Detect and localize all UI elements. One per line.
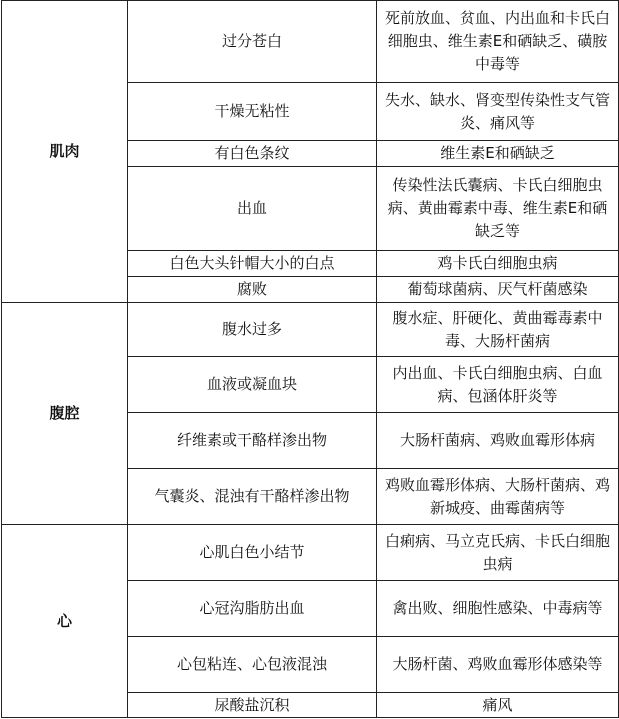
lesion-cell: 腐败 [128,277,377,303]
cause-cell: 痛风 [377,693,619,718]
cause-cell: 禽出败、细胞性感染、中毒病等 [377,581,619,637]
table-row [2,1,619,83]
cause-cell: 维生素E和硒缺乏 [377,141,619,167]
lesion-cell: 心包粘连、心包液混浊 [128,637,377,693]
category-cell-heart: 心 [2,525,128,718]
category-cell-abdomen: 腹腔 [2,303,128,525]
lesion-table-body [2,1,619,718]
lesion-cell: 干燥无粘性 [128,83,377,141]
cause-cell: 失水、缺水、肾变型传染性支气管炎、痛风等 [377,83,619,141]
lesion-table [1,0,619,718]
lesion-cell: 纤维素或干酪样渗出物 [128,413,377,469]
table-row [2,525,619,581]
cause-cell: 白痢病、马立克氏病、卡氏白细胞虫病 [377,525,619,581]
lesion-cell: 尿酸盐沉积 [128,693,377,718]
cause-cell: 内出血、卡氏白细胞虫病、白血病、包涵体肝炎等 [377,357,619,413]
lesion-cell: 出血 [128,167,377,251]
cause-cell: 传染性法氏囊病、卡氏白细胞虫病、黄曲霉素中毒、维生素E和硒缺乏等 [377,167,619,251]
cause-cell: 大肠杆菌、鸡败血霉形体感染等 [377,637,619,693]
lesion-cell: 过分苍白 [128,1,377,83]
lesion-cell: 白色大头针帽大小的白点 [128,251,377,277]
cause-cell: 腹水症、肝硬化、黄曲霉毒素中毒、大肠杆菌病 [377,303,619,357]
lesion-cell: 气囊炎、混浊有干酪样渗出物 [128,469,377,525]
lesion-cell: 血液或凝血块 [128,357,377,413]
cause-cell: 鸡败血霉形体病、大肠杆菌病、鸡新城疫、曲霉菌病等 [377,469,619,525]
table-row [2,303,619,357]
cause-cell: 死前放血、贫血、内出血和卡氏白细胞虫、维生素E和硒缺乏、磺胺中毒等 [377,1,619,83]
category-cell-muscle: 肌肉 [2,1,128,303]
cause-cell: 鸡卡氏白细胞虫病 [377,251,619,277]
cause-cell: 大肠杆菌病、鸡败血霉形体病 [377,413,619,469]
lesion-cell: 腹水过多 [128,303,377,357]
lesion-cell: 心冠沟脂肪出血 [128,581,377,637]
lesion-cell: 心肌白色小结节 [128,525,377,581]
lesion-cell: 有白色条纹 [128,141,377,167]
cause-cell: 葡萄球菌病、厌气杆菌感染 [377,277,619,303]
